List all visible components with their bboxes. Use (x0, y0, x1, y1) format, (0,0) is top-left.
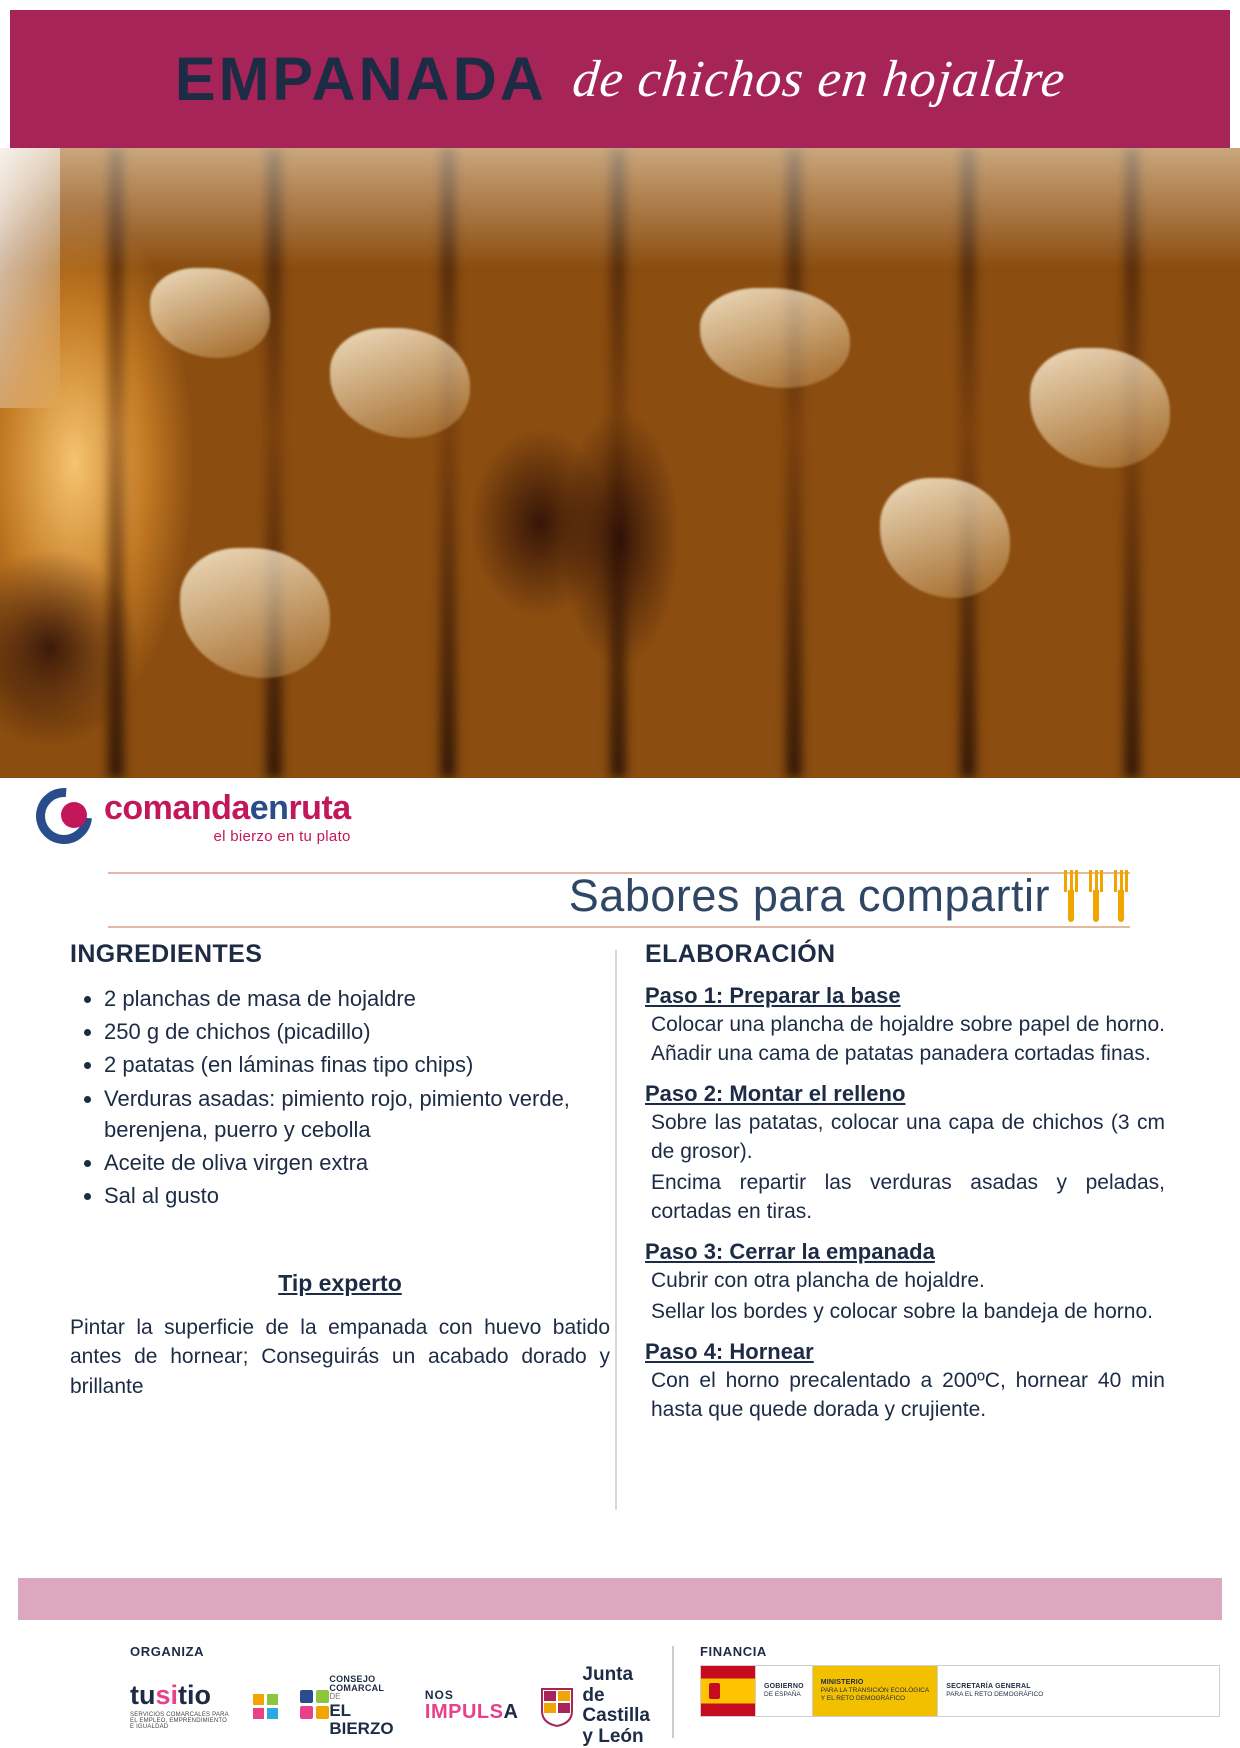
page-header (10, 10, 1230, 148)
step-body (645, 1367, 1165, 1425)
bierzo-emblem-icon (300, 1690, 323, 1722)
ministerio-segment (812, 1666, 938, 1716)
step-line: Cubrir con otra plancha de hojaldre. (651, 1268, 985, 1292)
fork-icon (1089, 870, 1103, 922)
forks-group (1064, 870, 1128, 922)
step-heading: Paso 1: Preparar la base (645, 983, 901, 1008)
list-item: • Aceite de oliva virgen extra (104, 1147, 610, 1178)
logo-name-part1: comanda (104, 788, 250, 827)
step-2 (645, 1081, 1165, 1227)
step-heading: Paso 4: Hornear (645, 1338, 814, 1364)
ministerio-line1: MINISTERIO (820, 1678, 864, 1686)
organiza-label: ORGANIZA (130, 1644, 205, 1659)
brand-row (0, 778, 1240, 938)
step-line: Sellar los bordes y colocar sobre la bandeja de horno. (651, 1299, 1153, 1323)
comandaenruta-logo[interactable] (36, 788, 351, 846)
list-item: • Verduras asadas: pimiento rojo, pimiento verde, berenjena, puerro y cebolla (104, 1083, 610, 1145)
financia-block (700, 1644, 1220, 1717)
junta-castilla-leon-logo[interactable] (540, 1665, 650, 1747)
elaboration-title: ELABORACIÓN (645, 940, 836, 968)
spain-flag-icon (701, 1666, 755, 1716)
list-item: • 250 g de chichos (picadillo) (104, 1016, 610, 1047)
tip-body: Pintar la superficie de la empanada con huevo batido antes de hornear; Conseguirás un acabado dorado y brillante (70, 1315, 610, 1399)
decorative-bar (18, 1578, 1222, 1620)
footer-divider (672, 1646, 674, 1738)
step-1 (645, 983, 1165, 1069)
logo-wordmark (104, 788, 351, 845)
bierzo-line2: DE (329, 1692, 341, 1702)
gobierno-line2: DE ESPAÑA (764, 1691, 801, 1699)
jcyl-line2: Castilla y León (582, 1705, 650, 1747)
consejo-comarcal-logo[interactable] (300, 1675, 403, 1738)
jcyl-shield-icon (540, 1685, 574, 1727)
secretaria-line1: SECRETARÍA GENERAL (946, 1682, 1031, 1690)
photo-filling (560, 408, 680, 668)
ingredients-list (70, 983, 610, 1212)
recipe-photo (0, 148, 1240, 778)
financia-label: FINANCIA (700, 1644, 767, 1659)
photo-plate-edge (0, 148, 60, 408)
logo-tagline: el bierzo en tu plato (213, 827, 351, 845)
tagline-text: Sabores para compartir (568, 870, 1050, 921)
organiza-block (130, 1644, 650, 1747)
list-item: • 2 planchas de masa de hojaldre (104, 983, 610, 1014)
tagline-block (569, 870, 1128, 922)
page-footer (0, 1640, 1240, 1748)
step-line: Con el horno precalentado a 200ºC, hornear 40 min hasta que quede dorada y crujiente. (651, 1368, 1165, 1421)
tusitio-part3: tio (178, 1680, 212, 1711)
ministerio-line3: Y EL RETO DEMOGRÁFICO (820, 1695, 906, 1703)
secretaria-segment (937, 1666, 1051, 1716)
page-subtitle: de chichos en hojaldre (569, 50, 1069, 108)
nos-line1: NOS (424, 1688, 454, 1703)
bierzo-line1: CONSEJO COMARCAL (329, 1673, 385, 1693)
step-line: Encima repartir las verduras asadas y peladas, cortadas en tiras. (651, 1170, 1165, 1223)
comanda-logo-icon (36, 788, 94, 846)
jcyl-line1: Junta de (582, 1664, 634, 1706)
page-title: EMPANADA (174, 45, 547, 113)
nos-line2: IMPULS (424, 1700, 504, 1723)
step-heading: Paso 2: Montar el relleno (645, 1080, 906, 1106)
list-item: • 2 patatas (en láminas finas tipo chips) (104, 1049, 610, 1080)
fork-icon (1114, 870, 1128, 922)
bierzo-line3: EL BIERZO (329, 1700, 394, 1738)
nos-impulsa-logo[interactable] (425, 1689, 519, 1723)
tip-title: Tip experto (278, 1269, 402, 1296)
step-body (645, 1109, 1165, 1227)
list-item: • Sal al gusto (104, 1180, 610, 1211)
logo-name-part3: ruta (288, 788, 351, 827)
fork-icon (1064, 870, 1078, 922)
step-heading: Paso 3: Cerrar la empanada (645, 1238, 935, 1264)
step-line: Colocar una plancha de hojaldre sobre papel de horno. Añadir una cama de patatas panadera cortadas finas. (651, 1013, 1165, 1065)
gobierno-segment (755, 1666, 812, 1716)
ministerio-line2: PARA LA TRANSICIÓN ECOLÓGICA (820, 1687, 930, 1695)
recipe-content (0, 940, 1240, 1570)
column-divider (615, 950, 617, 1510)
gobierno-espana-logo[interactable] (700, 1665, 1220, 1717)
step-body (645, 1011, 1165, 1069)
colored-squares-icon (253, 1694, 278, 1719)
tusitio-subtitle: SERVICIOS COMARCALES PARA EL EMPLEO, EMPRENDIMIENTO E IGUALDAD (130, 1712, 229, 1731)
gobierno-line1: GOBIERNO (764, 1682, 804, 1690)
ingredients-title: INGREDIENTES (70, 940, 263, 968)
step-3 (645, 1239, 1165, 1327)
step-4 (645, 1339, 1165, 1425)
nos-line2-accent: A (503, 1700, 519, 1723)
step-line: Sobre las patatas, colocar una capa de chichos (3 cm de grosor). (651, 1110, 1165, 1163)
divider-bottom (108, 926, 1130, 928)
ingredients-column (70, 940, 610, 1402)
logo-name-part2: en (249, 788, 289, 827)
photo-highlight (0, 148, 1240, 268)
tusitio-logo[interactable] (130, 1682, 231, 1730)
elaboration-column (645, 940, 1165, 1437)
step-body (645, 1267, 1165, 1327)
tusitio-part1: tu (130, 1680, 156, 1711)
tusitio-part2: si (155, 1680, 179, 1711)
secretaria-line2: PARA EL RETO DEMOGRÁFICO (946, 1691, 1044, 1699)
